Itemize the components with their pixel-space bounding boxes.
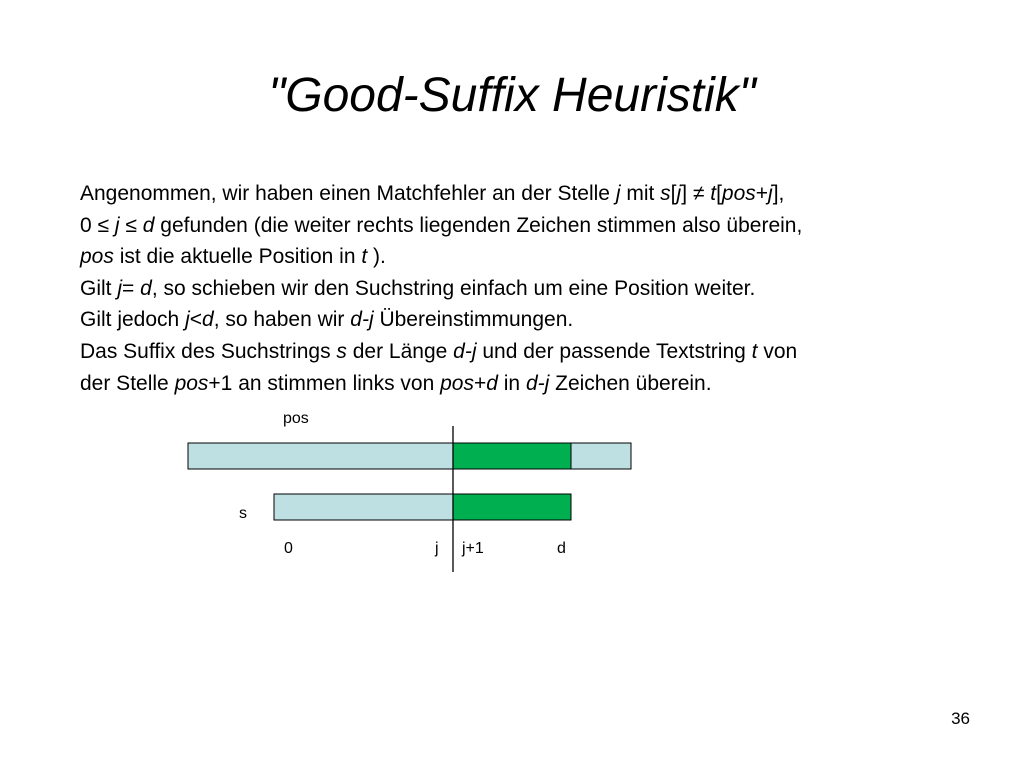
text-segment: + — [755, 182, 769, 205]
var-d: d — [202, 308, 214, 332]
text-match-segment — [453, 443, 571, 469]
text-segment: Das Suffix des Suchstrings — [80, 339, 337, 363]
text-segment: Übereinstimmungen. — [373, 308, 574, 332]
var-pos: pos — [440, 371, 474, 395]
var-j: j — [768, 182, 773, 205]
pattern-match-segment — [453, 494, 571, 520]
text-segment: [ — [716, 182, 722, 205]
text-segment: der Länge — [346, 339, 454, 363]
text-segment: Gilt — [80, 276, 118, 300]
var-j: j — [185, 308, 190, 332]
label-s: s — [239, 505, 247, 522]
text-segment: Zeichen überein. — [549, 371, 712, 395]
var-s: s — [336, 339, 347, 363]
var-j: j — [114, 213, 120, 237]
text-segment: von — [757, 339, 798, 363]
var-t: t — [361, 245, 368, 269]
text-segment: , so haben wir — [213, 308, 351, 332]
var-j: j — [676, 182, 682, 205]
var-s: s — [660, 182, 671, 205]
text-segment: = — [122, 276, 141, 300]
text-segment: gefunden (die weiter rechts liegenden Zeichen stimmen also überein, — [154, 213, 803, 237]
label-j: j — [435, 540, 439, 557]
text-segment: [ — [670, 182, 677, 205]
text-segment: und der passende Textstring — [476, 339, 752, 363]
text-segment: mit — [620, 182, 661, 205]
text-segment: + — [473, 371, 487, 395]
var-t: t — [751, 339, 758, 363]
text-segment: ], — [772, 182, 785, 205]
var-d-minus-j: d-j — [525, 371, 550, 395]
label-0: 0 — [284, 540, 293, 557]
var-d: d — [486, 371, 498, 395]
var-pos: pos — [174, 371, 209, 395]
var-d-minus-j: d-j — [453, 339, 477, 363]
text-segment: in — [497, 371, 526, 395]
text-segment: , so schieben wir den Suchstring einfach um eine Position weiter. — [151, 276, 756, 300]
label-pos: pos — [283, 410, 309, 427]
text-segment: 0 ≤ — [80, 213, 115, 237]
var-j: j — [117, 276, 123, 300]
label-d: d — [557, 540, 566, 557]
text-segment: der Stelle — [80, 371, 175, 395]
text-segment: +1 an stimmen links von — [208, 371, 441, 395]
var-pos: pos — [80, 245, 114, 269]
text-segment: Gilt jedoch — [80, 308, 186, 332]
var-d-minus-j: d-j — [350, 308, 374, 332]
text-segment: ). — [367, 245, 386, 269]
text-segment: < — [189, 308, 202, 332]
text-segment: ist die aktuelle Position in — [113, 245, 362, 269]
var-pos: pos — [721, 182, 756, 205]
page-number: 36 — [951, 709, 970, 728]
text-segment: Angenommen, wir haben einen Matchfehler an der Stelle — [80, 182, 616, 205]
text-segment: ≤ — [119, 213, 143, 237]
var-d: d — [140, 276, 152, 300]
label-j-plus-1: j+1 — [462, 540, 484, 557]
slide-title: "Good-Suffix Heuristik" — [268, 69, 756, 122]
var-j: j — [615, 182, 621, 205]
var-t: t — [710, 182, 717, 205]
text-segment: ] ≠ — [681, 182, 711, 205]
var-d: d — [142, 213, 155, 237]
